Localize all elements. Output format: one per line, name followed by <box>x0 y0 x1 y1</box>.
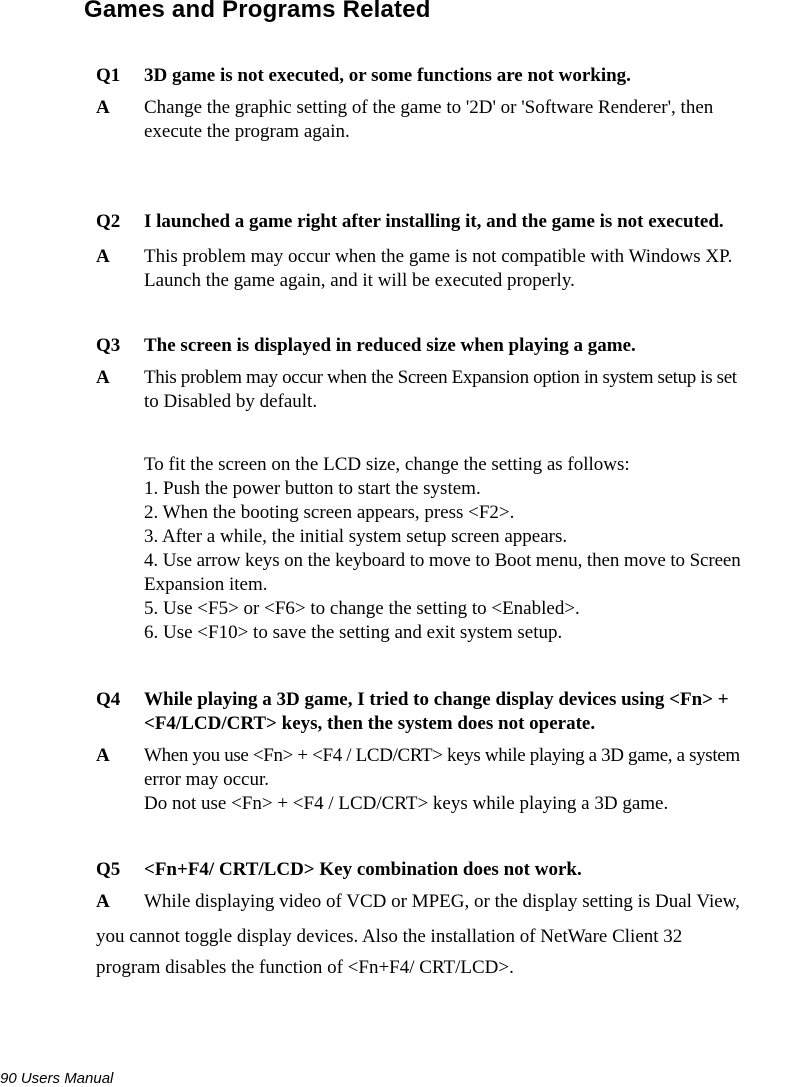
a5-answer-first <box>144 890 806 914</box>
steps-intro: To fit the screen on the LCD size, change the setting as follows: <box>144 454 630 475</box>
a5-label: A <box>96 891 110 912</box>
a4-label: A <box>96 745 110 766</box>
a2-answer <box>144 245 806 293</box>
a5-line: program disables the function of <Fn+F4/ CRT/LCD>. <box>96 957 514 978</box>
a5-line: you cannot toggle display devices. Also the installation of NetWare Client 32 <box>96 926 683 947</box>
a4-line: When you use <Fn> + <F4 / LCD/CRT> keys while playing a 3D game, a system <box>144 745 740 766</box>
q3-question: The screen is displayed in reduced size when playing a game. <box>144 335 636 356</box>
a3-answer <box>144 366 806 414</box>
step-item: 1. Push the power button to start the system. <box>144 478 481 499</box>
a3-line: This problem may occur when the Screen Expansion option in system setup is set <box>144 367 737 388</box>
a4-line: Do not use <Fn> + <F4 / LCD/CRT> keys while playing a 3D game. <box>144 793 669 814</box>
step-item: 6. Use <F10> to save the setting and exit system setup. <box>144 622 563 643</box>
page-footer: 90 Users Manual <box>0 1070 114 1087</box>
page-heading: Games and Programs Related <box>84 0 431 23</box>
a2-line: This problem may occur when the game is not compatible with Windows XP. <box>144 246 733 267</box>
q4-label: Q4 <box>96 689 121 710</box>
a5-answer-rest <box>96 921 806 983</box>
a3-label: A <box>96 367 110 388</box>
a3-steps <box>144 453 806 645</box>
a2-label: A <box>96 246 110 267</box>
q4-question <box>144 688 794 736</box>
a5-line: While displaying video of VCD or MPEG, or the display setting is Dual View, <box>144 891 740 912</box>
step-item: 4. Use arrow keys on the keyboard to move to Boot menu, then move to Screen <box>144 550 741 571</box>
step-item: 5. Use <F5> or <F6> to change the setting to <Enabled>. <box>144 598 580 619</box>
q2-question: I launched a game right after installing it, and the game is not executed. <box>144 211 724 232</box>
q1-label: Q1 <box>96 65 121 86</box>
step-item: 3. After a while, the initial system setup screen appears. <box>144 526 568 547</box>
a1-label: A <box>96 97 110 118</box>
q2-label: Q2 <box>96 211 121 232</box>
q4-line: <F4/LCD/CRT> keys, then the system does not operate. <box>144 713 596 734</box>
q5-label: Q5 <box>96 859 121 880</box>
a1-answer <box>144 96 806 144</box>
a4-answer <box>144 744 806 816</box>
a1-line: execute the program again. <box>144 121 350 142</box>
q5-question: <Fn+F4/ CRT/LCD> Key combination does not work. <box>144 859 582 880</box>
a3-line: to Disabled by default. <box>144 391 318 412</box>
q4-line: While playing a 3D game, I tried to change display devices using <Fn> + <box>144 689 729 710</box>
step-item: 2. When the booting screen appears, press <F2>. <box>144 502 515 523</box>
a2-line: Launch the game again, and it will be executed properly. <box>144 270 575 291</box>
q1-question: 3D game is not executed, or some functions are not working. <box>144 65 631 86</box>
q3-label: Q3 <box>96 335 121 356</box>
a1-line: Change the graphic setting of the game to '2D' or 'Software Renderer', then <box>144 97 714 118</box>
step-item: Expansion item. <box>144 574 268 595</box>
a4-line: error may occur. <box>144 769 270 790</box>
